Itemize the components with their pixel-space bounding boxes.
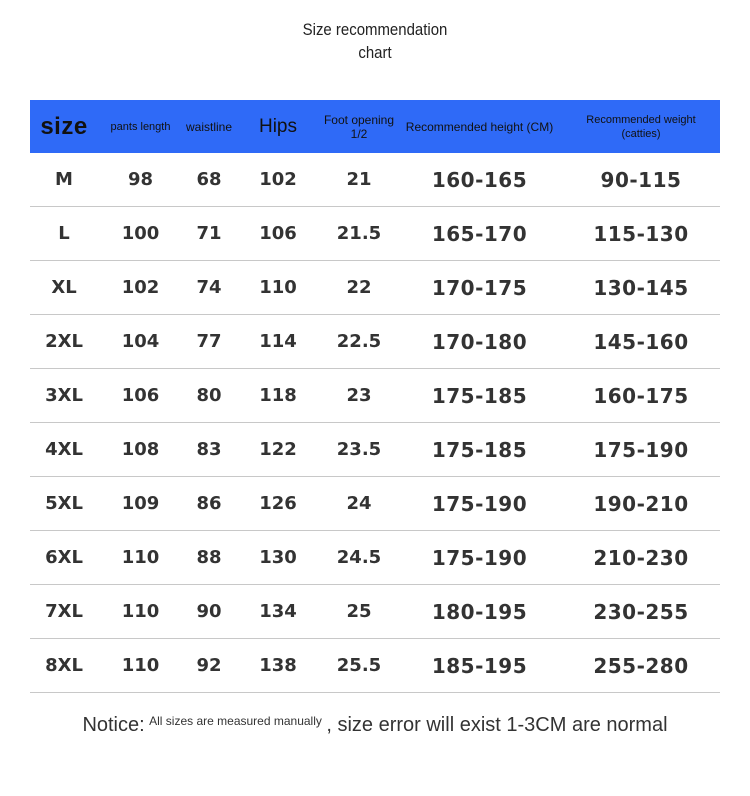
cell-pants-length: 109 (98, 477, 183, 531)
cell-waistline: 68 (183, 153, 235, 207)
notice-small-text: All sizes are measured manually (149, 714, 322, 728)
cell-foot-opening: 22 (321, 261, 397, 315)
cell-waistline: 92 (183, 639, 235, 693)
cell-height: 160-165 (397, 153, 562, 207)
cell-size: L (30, 207, 98, 261)
cell-hips: 130 (235, 531, 321, 585)
cell-weight: 175-190 (562, 423, 720, 477)
cell-hips: 102 (235, 153, 321, 207)
cell-height: 170-180 (397, 315, 562, 369)
table-header-row (30, 100, 720, 153)
cell-weight: 190-210 (562, 477, 720, 531)
table-row (30, 585, 720, 639)
cell-waistline: 83 (183, 423, 235, 477)
cell-pants-length: 100 (98, 207, 183, 261)
cell-weight: 160-175 (562, 369, 720, 423)
cell-size: XL (30, 261, 98, 315)
cell-size: 5XL (30, 477, 98, 531)
cell-hips: 134 (235, 585, 321, 639)
cell-waistline: 71 (183, 207, 235, 261)
cell-height: 180-195 (397, 585, 562, 639)
cell-foot-opening: 24.5 (321, 531, 397, 585)
header-hips: Hips (235, 100, 321, 153)
cell-height: 175-190 (397, 477, 562, 531)
cell-waistline: 88 (183, 531, 235, 585)
cell-size: 4XL (30, 423, 98, 477)
cell-weight: 90-115 (562, 153, 720, 207)
cell-pants-length: 106 (98, 369, 183, 423)
notice (0, 714, 750, 737)
cell-hips: 122 (235, 423, 321, 477)
header-pants-length: pants length (98, 100, 183, 153)
cell-height: 165-170 (397, 207, 562, 261)
size-table (30, 100, 720, 693)
cell-height: 175-185 (397, 369, 562, 423)
cell-weight: 115-130 (562, 207, 720, 261)
cell-foot-opening: 24 (321, 477, 397, 531)
cell-hips: 114 (235, 315, 321, 369)
cell-pants-length: 98 (98, 153, 183, 207)
cell-foot-opening: 25.5 (321, 639, 397, 693)
cell-hips: 118 (235, 369, 321, 423)
cell-pants-length: 104 (98, 315, 183, 369)
cell-hips: 110 (235, 261, 321, 315)
header-recommended-height: Recommended height (CM) (397, 100, 562, 153)
cell-foot-opening: 21.5 (321, 207, 397, 261)
table-row (30, 423, 720, 477)
cell-size: M (30, 153, 98, 207)
cell-foot-opening: 23.5 (321, 423, 397, 477)
cell-hips: 106 (235, 207, 321, 261)
table-row (30, 639, 720, 693)
header-size: size (30, 100, 98, 153)
cell-waistline: 77 (183, 315, 235, 369)
title-line-1: Size recommendation (302, 20, 448, 39)
cell-size: 3XL (30, 369, 98, 423)
cell-weight: 210-230 (562, 531, 720, 585)
cell-foot-opening: 22.5 (321, 315, 397, 369)
header-foot-opening: Foot opening 1/2 (321, 100, 397, 153)
cell-foot-opening: 21 (321, 153, 397, 207)
cell-size: 7XL (30, 585, 98, 639)
cell-pants-length: 110 (98, 531, 183, 585)
chart-title (45, 18, 705, 64)
table-row (30, 153, 720, 207)
cell-height: 175-190 (397, 531, 562, 585)
table-row (30, 261, 720, 315)
cell-size: 2XL (30, 315, 98, 369)
cell-waistline: 90 (183, 585, 235, 639)
cell-weight: 255-280 (562, 639, 720, 693)
cell-foot-opening: 23 (321, 369, 397, 423)
cell-pants-length: 108 (98, 423, 183, 477)
table-row (30, 207, 720, 261)
cell-weight: 145-160 (562, 315, 720, 369)
cell-pants-length: 110 (98, 585, 183, 639)
cell-pants-length: 102 (98, 261, 183, 315)
cell-height: 185-195 (397, 639, 562, 693)
cell-weight: 130-145 (562, 261, 720, 315)
cell-waistline: 80 (183, 369, 235, 423)
cell-size: 8XL (30, 639, 98, 693)
cell-height: 175-185 (397, 423, 562, 477)
table-row (30, 477, 720, 531)
cell-pants-length: 110 (98, 639, 183, 693)
table-row (30, 531, 720, 585)
cell-height: 170-175 (397, 261, 562, 315)
cell-weight: 230-255 (562, 585, 720, 639)
cell-foot-opening: 25 (321, 585, 397, 639)
title-line-2: chart (358, 43, 392, 62)
header-recommended-weight: Recommended weight (catties) (562, 100, 720, 153)
cell-hips: 138 (235, 639, 321, 693)
header-waistline: waistline (183, 100, 235, 153)
cell-size: 6XL (30, 531, 98, 585)
table-body (30, 153, 720, 693)
cell-waistline: 86 (183, 477, 235, 531)
table-row (30, 369, 720, 423)
cell-hips: 126 (235, 477, 321, 531)
cell-waistline: 74 (183, 261, 235, 315)
notice-text: , size error will exist 1-3CM are normal (326, 714, 668, 736)
table-row (30, 315, 720, 369)
notice-label: Notice: (82, 714, 145, 736)
